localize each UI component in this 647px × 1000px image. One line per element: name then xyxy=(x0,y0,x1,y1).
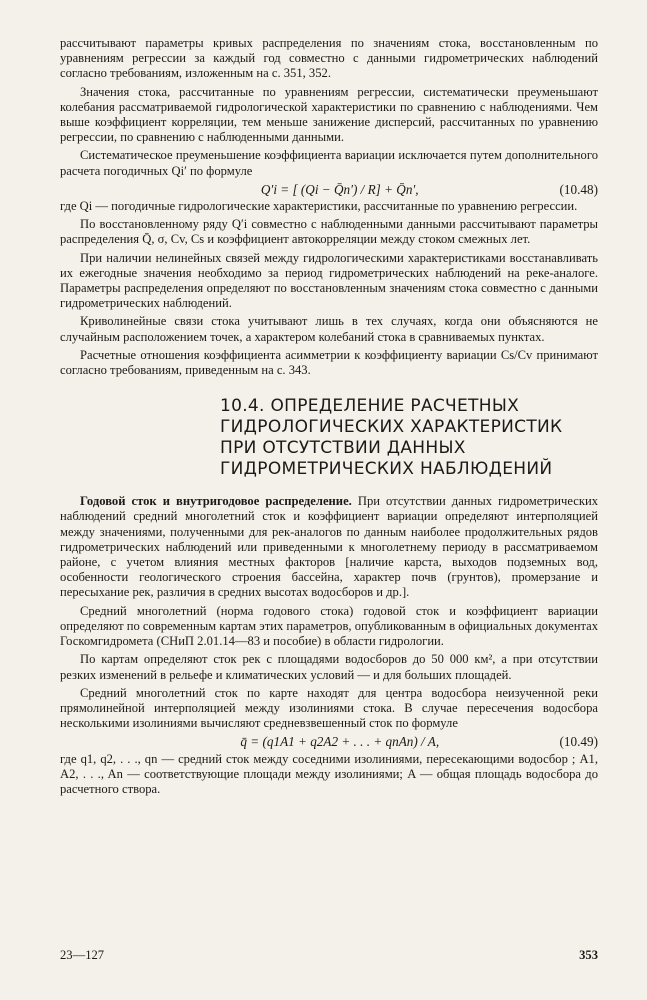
formula-10-48 xyxy=(60,182,598,197)
paragraph: Средний многолетний (норма годового стока) годовой сток и коэффициент вариации определяют по современным картам этих параметров, опубликованным в официальных документах Госкомгидромета (СНиП 2.01.14—83 и пособие) в области гидрологии. xyxy=(60,603,598,649)
paragraph-text: При отсутствии данных гидрометрических наблюдений средний многолетний сток и коэффициент вариации определяют интерполяцией между значениями, полученными для рек-аналогов по данным наиболее продолжительных рядов гидрометрических наблюдений или приведенными к многолетнему периоду в рассматриваемом районе, с учетом влияния местных факторов [наличие карста, выходов подземных вод, особенности геологического строения бассейна, характер почв (грунтов), промерзание и пересыхание рек, различия в средних высотах водосборов и др.]. xyxy=(60,494,598,600)
page-number: 353 xyxy=(579,948,598,962)
paragraph: Расчетные отношения коэффициента асимметрии к коэффициенту вариации Cs/Cv принимают согласно требованиям, приведенным на с. 343. xyxy=(60,347,598,378)
heading-line: ГИДРОЛОГИЧЕСКИХ ХАРАКТЕРИСТИК xyxy=(220,417,563,438)
paragraph: При наличии нелинейных связей между гидрологическими характеристиками восстанавливать их ежегодные значения необходимо за период гидрометрических наблюдений на реке-аналоге. Параметры распределения определяют по восстановленным значениям стока совместно с данными гидрометрических наблюдений. xyxy=(60,250,598,311)
paragraph: Криволинейные связи стока учитывают лишь в тех случаях, когда они объясняются не случайным расположением точек, а характером колебаний стока в сравниваемых пунктах. xyxy=(60,314,598,344)
formula-expression: q̄ = (q1A1 + q2A2 + . . . + qnAn) / A, xyxy=(240,734,440,750)
formula-number: (10.49) xyxy=(559,734,598,750)
body-text xyxy=(60,36,598,800)
heading-line: ПРИ ОТСУТСТВИИ ДАННЫХ xyxy=(220,438,466,459)
heading-line: 10.4. ОПРЕДЕЛЕНИЕ РАСЧЕТНЫХ xyxy=(220,396,520,417)
paragraph: рассчитывают параметры кривых распределения по значениям стока, восстановленным по уравнениям регрессии за каждый год совместно с данными гидрометрических наблюдений согласно требованиям, изложенным на с. 351, 352. xyxy=(60,36,598,81)
formula-expression: Q′i = [ (Qi − Q̄n′) / R] + Q̄n′, xyxy=(260,181,419,197)
printer-signature: 23—127 xyxy=(60,948,105,962)
runin-title: Годовой сток и внутригодовое распределение. xyxy=(80,494,352,509)
paragraph: где Qi — погодичные гидрологические характеристики, рассчитанные по уравнению регрессии. xyxy=(60,199,578,214)
paragraph: где q1, q2, . . ., qn — средний сток между соседними изолиниями, пересекающими водосбор ; A1, A2, . . ., An — соответствующие площади между изолиниями; A — общая площадь водосбора до расчетного створа. xyxy=(60,751,598,796)
paragraph: По картам определяют сток рек с площадями водосборов до 50 000 км², а при отсутствии резких изменений в рельефе и климатических условий — и для больших площадей. xyxy=(60,652,598,682)
paragraph xyxy=(60,494,598,600)
section-heading xyxy=(220,396,598,480)
page-footer xyxy=(60,948,598,963)
paragraph: По восстановленному ряду Q′i совместно с наблюденными данными рассчитывают параметры распределения Q̄, σ, Cv, Cs и коэффициент автокорреляции между стоком смежных лет. xyxy=(60,217,598,247)
heading-line: ГИДРОМЕТРИЧЕСКИХ НАБЛЮДЕНИЙ xyxy=(220,459,553,480)
paragraph: Систематическое преуменьшение коэффициента вариации исключается путем дополнительного расчета погодичных Qi′ по формуле xyxy=(60,148,598,178)
paragraph: Значения стока, рассчитанные по уравнениям регрессии, систематически преуменьшают колебания рассматриваемой гидрологической характеристики по сравнению с наблюдениями. Чем выше коэффициент корреляции, тем меньше занижение дисперсий, рассчитанных по уравнению регрессии, по сравнению с наблюденными данными. xyxy=(60,84,598,145)
paragraph: Средний многолетний сток по карте находят для центра водосбора неизученной реки прямолинейной интерполяцией между изолиниями стока. В случае пересечения водосбора несколькими изолиниями вычисляют средневзвешенный сток по формуле xyxy=(60,685,598,731)
formula-10-49 xyxy=(60,734,598,749)
formula-number: (10.48) xyxy=(559,181,598,197)
